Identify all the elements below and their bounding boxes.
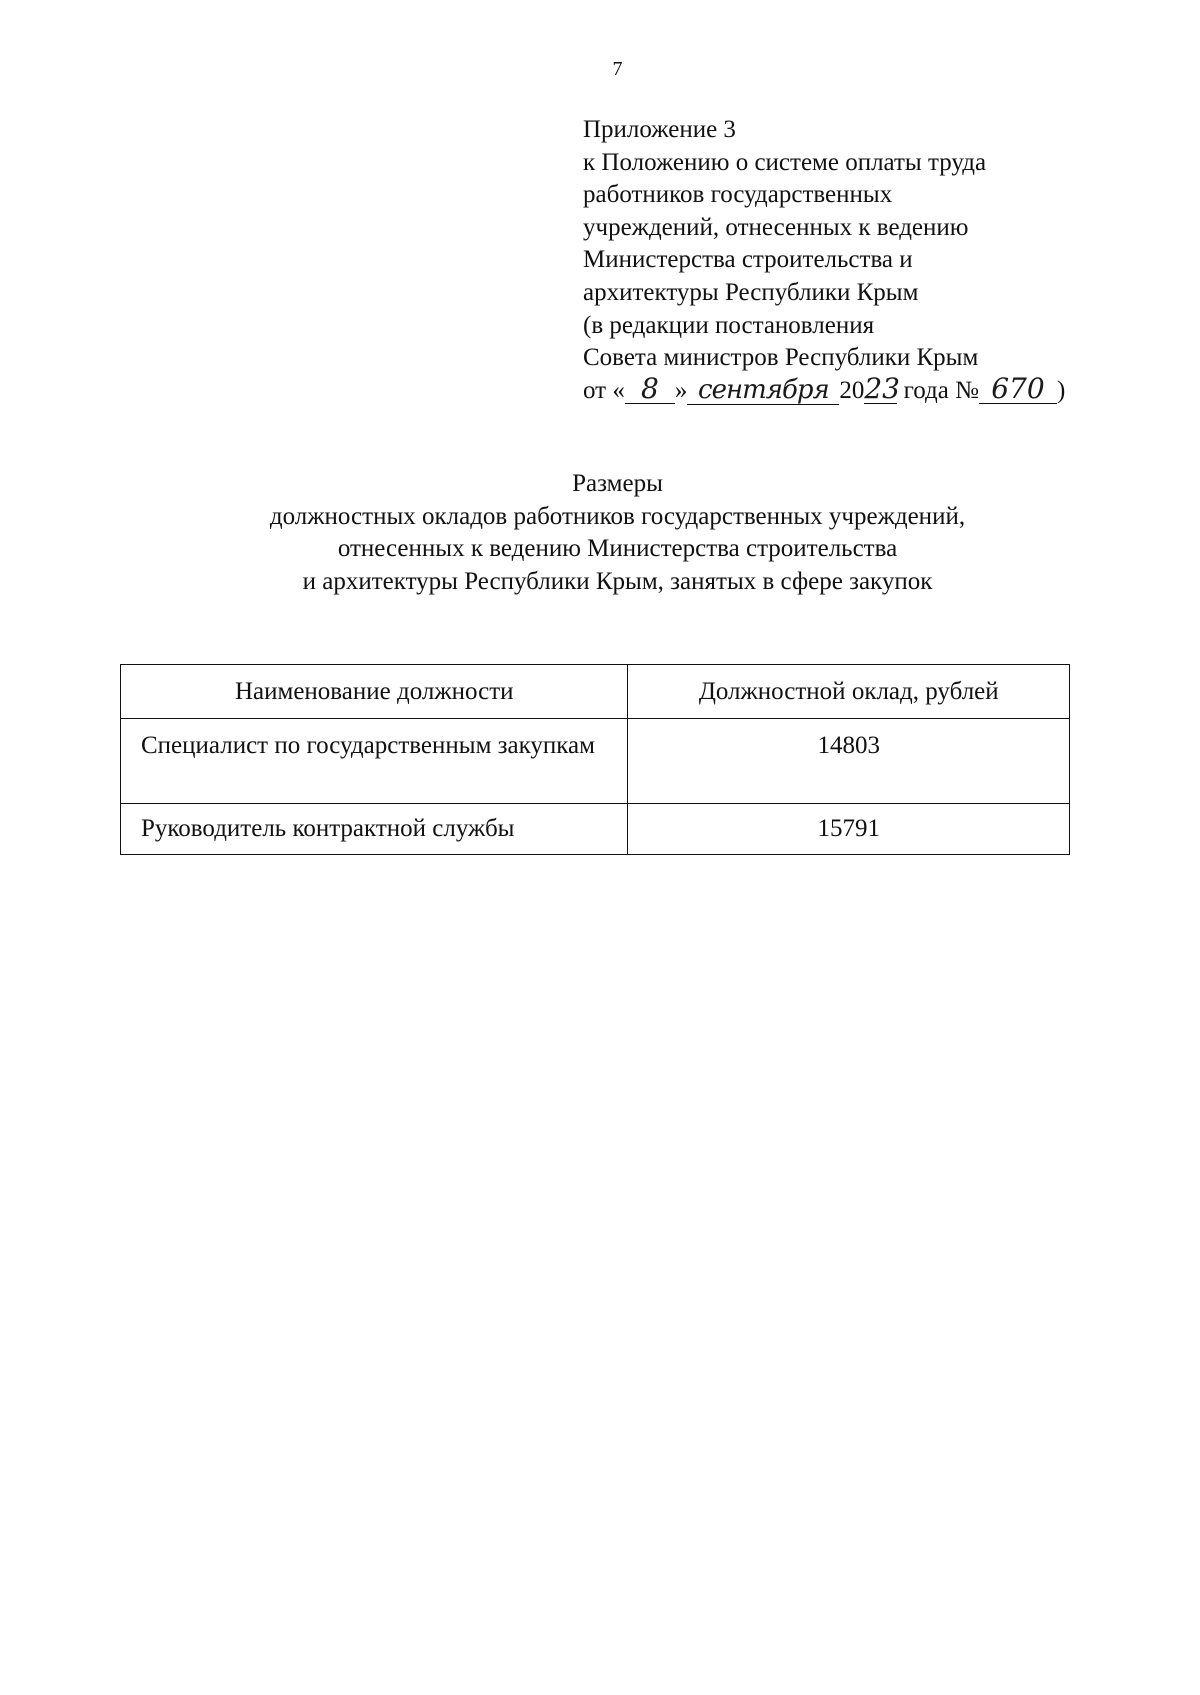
table-header-row xyxy=(121,665,1070,719)
position-cell: Специалист по государственным закупкам xyxy=(121,719,628,804)
table-row xyxy=(121,804,1070,855)
resolution-date-line xyxy=(583,371,1143,408)
salary-cell: 15791 xyxy=(628,804,1070,855)
appendix-line: Приложение 3 xyxy=(583,116,736,143)
title-line: Размеры xyxy=(572,470,663,497)
handwritten-resolution-number: 670 xyxy=(979,375,1057,404)
document-title xyxy=(0,468,1200,598)
date-suffix: ) xyxy=(1056,376,1066,404)
handwritten-year: 23 xyxy=(864,371,900,405)
appendix-line: Министерства строительства и xyxy=(583,246,913,274)
title-line: отнесенных к ведению Министерства строительства xyxy=(337,535,898,562)
date-year-word: года № xyxy=(903,376,979,404)
appendix-line: Совета министров Республики Крым xyxy=(583,344,979,372)
date-year-prefix: 20 xyxy=(839,376,865,404)
handwritten-day: 8 xyxy=(625,375,675,404)
appendix-line: (в редакции постановления xyxy=(583,311,875,339)
header-position: Наименование должности xyxy=(121,665,628,719)
salary-table xyxy=(120,664,1070,855)
appendix-line: работников государственных xyxy=(583,181,893,209)
appendix-line: учреждений, отнесенных к ведению xyxy=(583,213,969,241)
page-number: 7 xyxy=(612,58,623,80)
date-prefix: от « xyxy=(583,376,625,404)
position-cell: Руководитель контрактной службы xyxy=(121,804,628,855)
salary-cell: 14803 xyxy=(628,719,1070,804)
appendix-header xyxy=(583,114,1143,407)
handwritten-month: сентября xyxy=(687,376,839,405)
title-line: и архитектуры Республики Крым, занятых в сфере закупок xyxy=(302,567,933,595)
table-row xyxy=(121,719,1070,804)
header-salary: Должностной оклад, рублей xyxy=(628,665,1070,719)
appendix-line: к Положению о системе оплаты труда xyxy=(583,148,987,176)
date-close-quote: » xyxy=(674,376,688,404)
title-line: должностных окладов работников государственных учреждений, xyxy=(269,502,966,530)
appendix-line: архитектуры Республики Крым xyxy=(583,278,919,306)
